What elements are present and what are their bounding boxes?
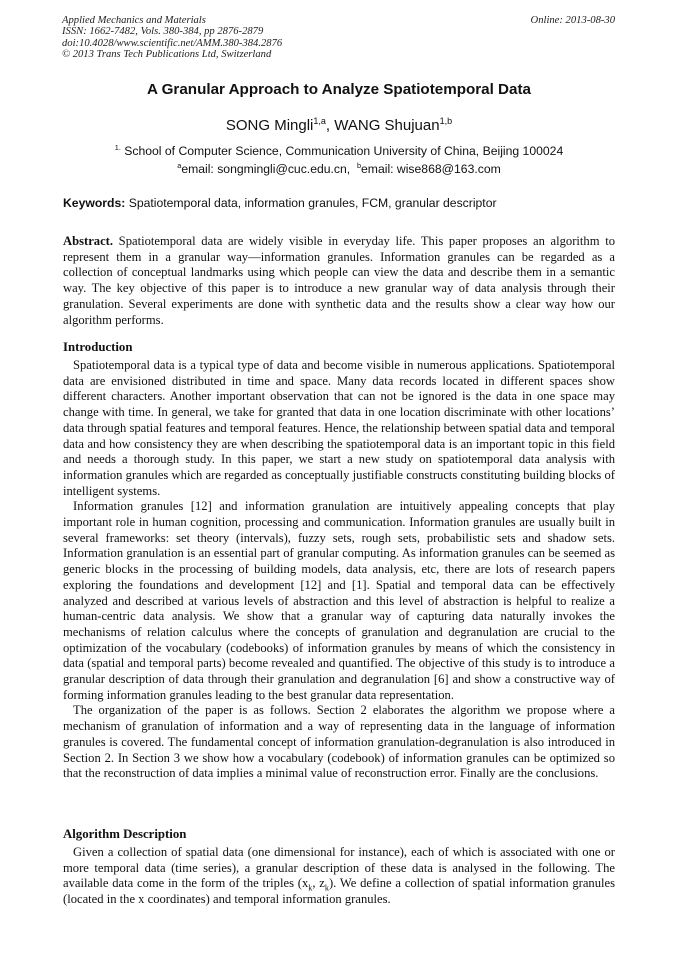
journal-name: Applied Mechanics and Materials: [62, 15, 206, 26]
introduction-body: [63, 358, 615, 782]
paragraph: Information granules [12] and information granulation are intuitively appealing concepts that play important role in human cognition, processing and communication. Information granules are usually built in several frameworks: set theory (intervals), fuzzy sets, rough sets, probabilistic sets and shadow sets. Information granulation is an essential part of granular computing. As information granules can be seemed as generic blocks in the processing of building models, data analysis, etc, there are lots of research papers exploring the foundations and development [12] and [1]. Spatial and temporal data can be effectively analyzed and described at various levels of abstraction and this level of abstraction is helpful to realize a human-centric data analysis. We show that a granular way of capturing data naturally invokes the mechanisms of relation calculus where the concepts of granulation and degranulation are crucial to the optimization of the vocabulary (codebooks) of information granules by means of which the consistency in data (spatial and temporal parts) become revealed and quantified. The objective of this study is to introduce a granular description of data through their granulation and degranulation [6] and show a constructive way of forming information granules leading to the best granular data representation.: [63, 499, 615, 702]
paragraph: The organization of the paper is as follows. Section 2 elaborates the algorithm we propose where a mechanism of granulation of information and a way of representing data in the language of information granules is covered. The fundamental concept of information granulation-degranulation is also introduced in Section 2. In Section 3 we show how a vocabulary (codebook) of information granules can be optimized so that the reconstruction of data implies a minimal value of reconstruction error. Finally are the conclusions.: [63, 703, 615, 781]
email-marker: a: [177, 160, 182, 170]
author-name: WANG Shujuan: [334, 117, 440, 134]
affiliation-text: School of Computer Science, Communication University of China, Beijing 100024: [120, 144, 564, 158]
abstract-text: Spatiotemporal data are widely visible in everyday life. This paper proposes an algorithm to represent them in a granular way—information granules. Information granules can be regarded as a collection of conceptual landmarks using which people can view the data and describe them in a semantic way. The key objective of this paper is to introduce a new granular way of data analysis through their granulation. Several experiments are done with synthetic data and the results show a clear way how our algorithm performs.: [63, 234, 615, 327]
subscript: k: [308, 883, 313, 893]
issn-line: ISSN: 1662-7482, Vols. 380-384, pp 2876-2879: [62, 26, 264, 38]
online-date: Online: 2013-08-30: [530, 15, 615, 26]
subscript: k: [324, 883, 329, 893]
section-heading-introduction: Introduction: [63, 340, 133, 354]
paragraph: Spatiotemporal data is a typical type of data and become visible in numerous applications. Spatiotemporal data are envisioned distributed in time and space. Many data records located in different spaces show different characters. Another important observation that can not be ignored is the data in one space may change with time. In general, we take for granted that data in one location discriminate with other locations’ data through spatial features and temporal features. Hence, the relationship between spatial data and temporal data and how consistency they are when describing the spatiotemporal data is an important topic in this field and needs a thorough study. In this paper, we start a new study on spatiotemporal data analysis with information granules which are regarded as conceptually justifiable constructs constituting building blocks of intelligent systems.: [63, 358, 615, 498]
journal-header: [62, 15, 282, 60]
keywords-label: Keywords:: [63, 196, 126, 210]
email-marker: b: [356, 160, 362, 170]
paragraph-text: Given a collection of spatial data (one dimensional for instance), each of which is associated with one or more temporal data (time series), a granular description of these data is analysed in the following. The available data come in the form of the triples (x: [63, 845, 615, 891]
abstract-paragraph: [63, 234, 615, 328]
affiliation-marker: 1.: [114, 142, 121, 152]
author-emails: [0, 162, 678, 177]
author-affiliation-marker: 1,b: [439, 116, 453, 126]
algorithm-body: [63, 845, 615, 908]
abstract-label: Abstract.: [63, 234, 114, 248]
paragraph-text: ). We define a collection of spatial information granules (located in the x coordinates) and temporal information granules.: [63, 876, 616, 907]
keywords: [63, 196, 497, 211]
affiliation: [0, 144, 678, 159]
section-heading-algorithm: Algorithm Description: [63, 827, 187, 841]
abstract: [63, 234, 615, 328]
email-text: email: songmingli@cuc.edu.cn,: [181, 162, 351, 176]
paragraph-text: , z: [312, 876, 325, 891]
paper-title: A Granular Approach to Analyze Spatiotemporal Data: [147, 81, 531, 98]
paragraph: [63, 845, 615, 908]
email-text: email: wise868@163.com: [361, 162, 501, 176]
author-line: SONG Mingli$^{1,a}$, WANG Shujuan$^{1,b}$: [225, 116, 453, 134]
author-affiliation-marker: 1,a: [313, 116, 326, 126]
doi-line: doi:10.4028/www.scientific.net/AMM.380-384.2876: [62, 37, 283, 49]
keywords-text: Spatiotemporal data, information granules, FCM, granular descriptor: [125, 196, 497, 210]
author-name: SONG Mingli: [225, 117, 314, 134]
copyright-line: © 2013 Trans Tech Publications Ltd, Switzerland: [62, 48, 272, 60]
